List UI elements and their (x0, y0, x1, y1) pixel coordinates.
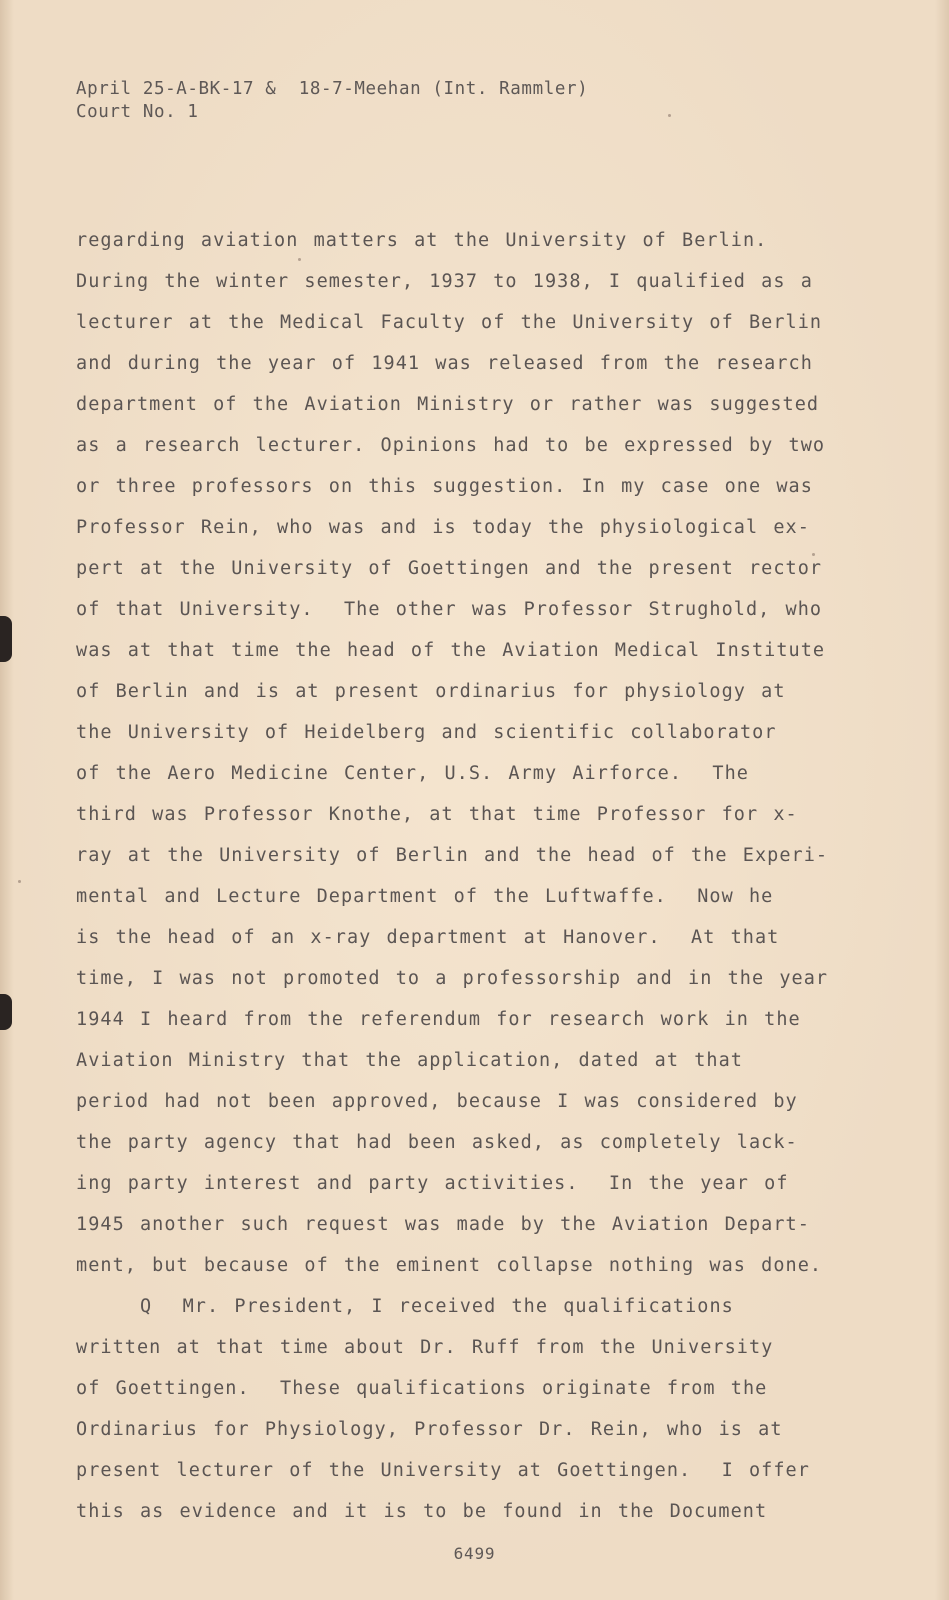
transcript-body (76, 220, 906, 1532)
header-court-line: Court No. 1 (76, 102, 199, 122)
body-line: department of the Aviation Ministry or rather was suggested (76, 394, 820, 415)
body-line: this as evidence and it is to be found in the Document (76, 1501, 768, 1522)
left-edge-shadow (0, 0, 14, 1600)
body-line: Professor Rein, who was and is today the physiological ex- (76, 517, 810, 538)
document-header (76, 78, 588, 124)
body-line: pert at the University of Goettingen and the present rector (76, 558, 823, 579)
body-line: mental and Lecture Department of the Luftwaffe. Now he (76, 886, 774, 907)
body-line: lecturer at the Medical Faculty of the University of Berlin (76, 312, 823, 333)
body-line: as a research lecturer. Opinions had to be expressed by two (76, 435, 826, 456)
body-line: 1944 I heard from the referendum for research work in the (76, 1009, 801, 1030)
body-line: and during the year of 1941 was released from the research (76, 353, 813, 374)
body-line: of the Aero Medicine Center, U.S. Army Airforce. The (76, 763, 749, 784)
paper-speck (668, 114, 671, 117)
body-line: ing party interest and party activities. In the year of (76, 1173, 789, 1194)
body-line: present lecturer of the University at Goettingen. I offer (76, 1460, 810, 1481)
body-line: written at that time about Dr. Ruff from the University (76, 1337, 774, 1358)
page-number: 6499 (453, 1544, 496, 1563)
right-edge-shadow (935, 0, 949, 1600)
body-line: ray at the University of Berlin and the head of the Experi- (76, 845, 829, 866)
body-line: Aviation Ministry that the application, dated at that (76, 1050, 743, 1071)
body-line: of that University. The other was Professor Strughold, who (76, 599, 823, 620)
paper-speck (18, 880, 21, 883)
binding-hole-upper (0, 616, 12, 662)
question-line: Q Mr. President, I received the qualifications (140, 1296, 734, 1317)
header-docket-line: April 25-A-BK-17 & 18-7-Meehan (Int. Rammler) (76, 79, 589, 99)
body-line: was at that time the head of the Aviation Medical Institute (76, 640, 826, 661)
body-line: is the head of an x-ray department at Hanover. At that (76, 927, 780, 948)
body-line: the party agency that had been asked, as completely lack- (76, 1132, 798, 1153)
body-line: third was Professor Knothe, at that time Professor for x- (76, 804, 798, 825)
body-line: of Berlin and is at present ordinarius for physiology at (76, 681, 786, 702)
binding-hole-lower (0, 994, 12, 1030)
body-line: or three professors on this suggestion. In my case one was (76, 476, 813, 497)
body-line: period had not been approved, because I was considered by (76, 1091, 798, 1112)
body-line: During the winter semester, 1937 to 1938, I qualified as a (76, 271, 813, 292)
body-line: ment, but because of the eminent collapse nothing was done. (76, 1255, 823, 1276)
body-line: the University of Heidelberg and scientific collaborator (76, 722, 777, 743)
body-line: Ordinarius for Physiology, Professor Dr. Rein, who is at (76, 1419, 783, 1440)
body-line: time, I was not promoted to a professorship and in the year (76, 968, 829, 989)
body-line: regarding aviation matters at the University of Berlin. (76, 230, 768, 251)
body-line: of Goettingen. These qualifications originate from the (76, 1378, 768, 1399)
body-line: 1945 another such request was made by the Aviation Depart- (76, 1214, 810, 1235)
